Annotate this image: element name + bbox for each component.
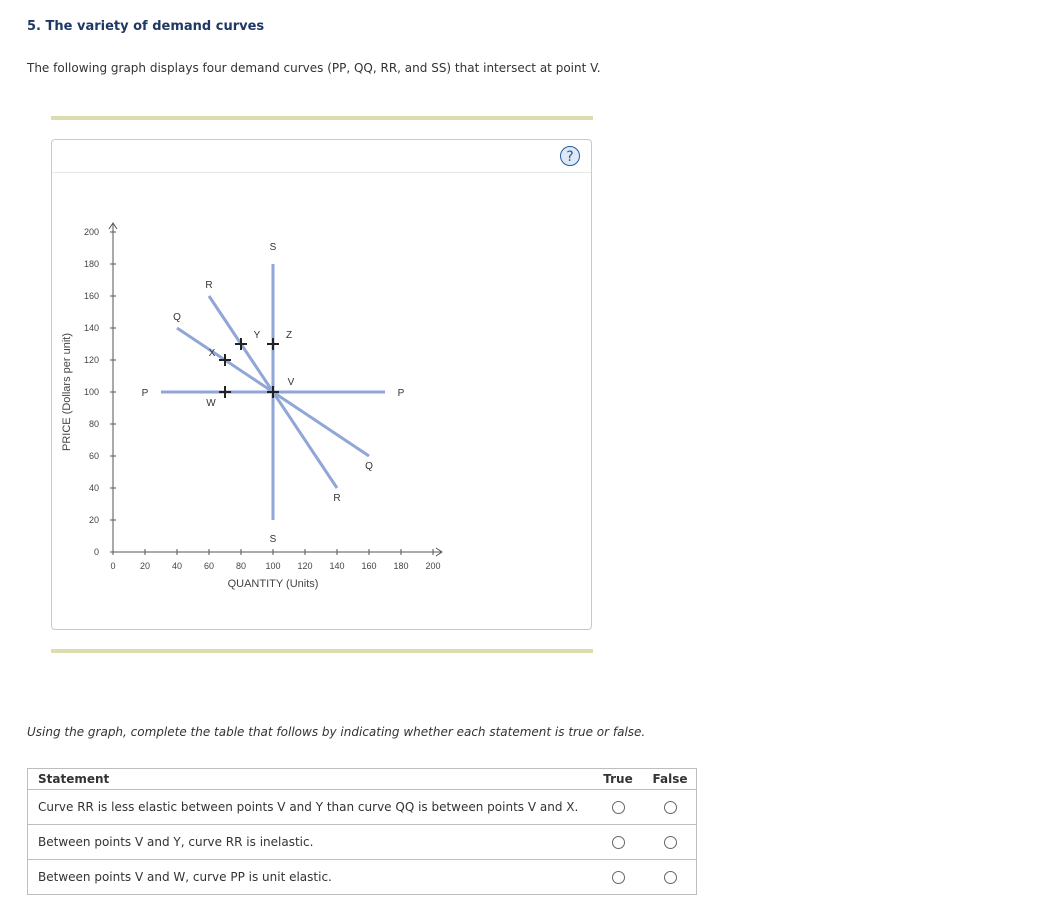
point-v-label: V: [287, 377, 295, 388]
false-radio[interactable]: [664, 836, 677, 849]
x-tick-label: 180: [393, 561, 409, 571]
demand-curves-graph[interactable]: [52, 140, 593, 631]
y-tick-label: 140: [83, 323, 99, 333]
y-axis-label: PRICE (Dollars per unit): [61, 333, 73, 451]
curve-ss-start-label: S: [269, 242, 277, 253]
table-row: [28, 790, 697, 825]
point-z-marker[interactable]: [267, 338, 279, 350]
x-tick-label: 100: [265, 561, 281, 571]
graph-panel: [51, 139, 592, 630]
y-tick-label: 40: [88, 483, 99, 493]
curve-qq-end-label: Q: [365, 461, 373, 472]
point-x-label: X: [208, 348, 216, 359]
y-tick-label: 0: [93, 547, 99, 557]
x-tick-label: 160: [361, 561, 377, 571]
statement-text: Curve RR is less elastic between points V and Y than curve QQ is between points V and X.: [28, 790, 593, 825]
bottom-divider: [51, 649, 593, 653]
true-radio[interactable]: [612, 871, 625, 884]
x-tick-label: 40: [171, 561, 183, 571]
curve-rr-start-label: R: [205, 280, 213, 291]
curve-pp-end-label: P: [397, 388, 405, 399]
false-header: False: [644, 769, 697, 790]
x-tick-label: 200: [425, 561, 441, 571]
question-title: 5. The variety of demand curves: [27, 19, 265, 34]
x-tick-label: 120: [297, 561, 313, 571]
y-tick-label: 20: [88, 515, 99, 525]
help-icon[interactable]: ?: [560, 146, 580, 166]
point-z-label: Z: [285, 330, 293, 341]
y-tick-label: 100: [83, 387, 99, 397]
false-radio[interactable]: [664, 801, 677, 814]
point-y-label: Y: [253, 330, 261, 341]
statement-text: Between points V and Y, curve RR is inelastic.: [28, 825, 593, 860]
false-radio[interactable]: [664, 871, 677, 884]
table-header-row: [28, 769, 697, 790]
y-tick-label: 120: [83, 355, 99, 365]
point-w-marker[interactable]: [219, 386, 231, 398]
axes: [61, 223, 442, 590]
curve-rr-end-label: R: [333, 493, 341, 504]
y-tick-label: 180: [83, 259, 99, 269]
true-header: True: [592, 769, 644, 790]
true-radio[interactable]: [612, 801, 625, 814]
point-w-label: W: [206, 398, 216, 409]
curve-qq-start-label: Q: [173, 312, 181, 323]
x-tick-label: 80: [235, 561, 247, 571]
curve-pp-start-label: P: [141, 388, 149, 399]
x-axis-label: QUANTITY (Units): [227, 578, 319, 590]
x-tick-label: 140: [329, 561, 345, 571]
top-divider: [51, 116, 593, 120]
statement-table: [27, 768, 697, 895]
x-tick-label: 0: [110, 561, 116, 571]
x-tick-label: 20: [139, 561, 151, 571]
statement-header: Statement: [28, 769, 593, 790]
table-instructions: Using the graph, complete the table that follows by indicating whether each statement is true or false.: [27, 725, 646, 739]
question-intro: The following graph displays four demand curves (PP, QQ, RR, and SS) that intersect at point V.: [27, 61, 601, 75]
curve-ss-end-label: S: [269, 534, 277, 545]
y-tick-label: 60: [88, 451, 99, 461]
x-tick-label: 60: [203, 561, 215, 571]
table-row: [28, 825, 697, 860]
y-tick-label: 200: [83, 227, 99, 237]
table-row: [28, 860, 697, 895]
y-tick-label: 160: [83, 291, 99, 301]
y-tick-label: 80: [88, 419, 99, 429]
true-radio[interactable]: [612, 836, 625, 849]
statement-text: Between points V and W, curve PP is unit elastic.: [28, 860, 593, 895]
